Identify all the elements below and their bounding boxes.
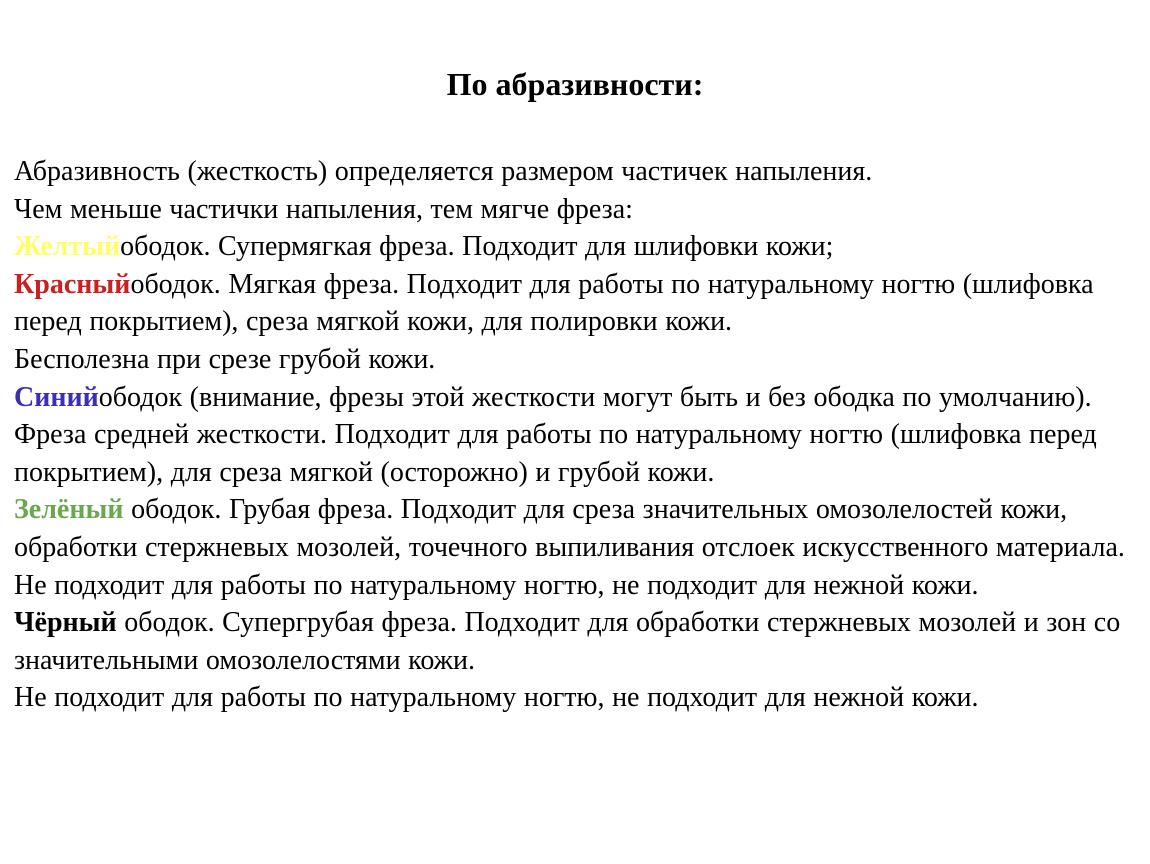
blue-grit-paragraph bbox=[14, 379, 1144, 492]
black-grit-note: Не подходит для работы по натуральному ногтю, не подходит для нежной кожи. bbox=[14, 682, 979, 714]
slide-body bbox=[14, 153, 1144, 717]
green-grit-note: Не подходит для работы по натуральному ногтю, не подходит для нежной кожи. bbox=[14, 569, 979, 601]
yellow-grit-paragraph bbox=[14, 228, 1144, 266]
green-grit-paragraph bbox=[14, 491, 1144, 566]
slide-title: По абразивности: bbox=[446, 66, 704, 102]
red-grit-note: Бесполезна при срезе грубой кожи. bbox=[14, 343, 436, 375]
black-grit-keyword: Чёрный bbox=[14, 607, 117, 639]
intro-paragraph-1: Абразивность (жесткость) определяется размером частичек напыления. bbox=[14, 156, 873, 187]
red-grit-paragraph bbox=[14, 266, 1144, 341]
yellow-grit-description: ободок. Супермягкая фреза. Подходит для шлифовки кожи; bbox=[120, 231, 834, 263]
intro-paragraph-2: Чем меньше частички напыления, тем мягче фреза: bbox=[14, 193, 633, 225]
black-grit-description: ободок. Супергрубая фреза. Подходит для обработки стержневых мозолей и зон со значительными омозолелостями кожи. bbox=[14, 607, 1121, 676]
yellow-grit-keyword: Желтый bbox=[14, 231, 121, 263]
blue-grit-keyword: Синий bbox=[14, 381, 99, 413]
red-grit-description: ободок. Мягкая фреза. Подходит для работы по натуральному ногтю (шлифовка перед покрытием), среза мягкой кожи, для полировки кожи. bbox=[14, 268, 1094, 338]
blue-grit-description: ободок (внимание, фрезы этой жесткости могут быть и без ободка по умолчанию). Фреза средней жесткости. Подходит для работы по натуральному ногтю (шлифовка перед покрытием), для среза мягкой (осторожно) и грубой кожи. bbox=[14, 381, 1097, 488]
black-grit-paragraph bbox=[14, 604, 1144, 679]
red-grit-keyword: Красный bbox=[14, 268, 131, 300]
green-grit-description: ободок. Грубая фреза. Подходит для среза значительных омозолелостей кожи, обработки стержневых мозолей, точечного выпиливания отслоек искусственного материала. bbox=[14, 494, 1125, 563]
green-grit-keyword: Зелёный bbox=[14, 494, 124, 526]
